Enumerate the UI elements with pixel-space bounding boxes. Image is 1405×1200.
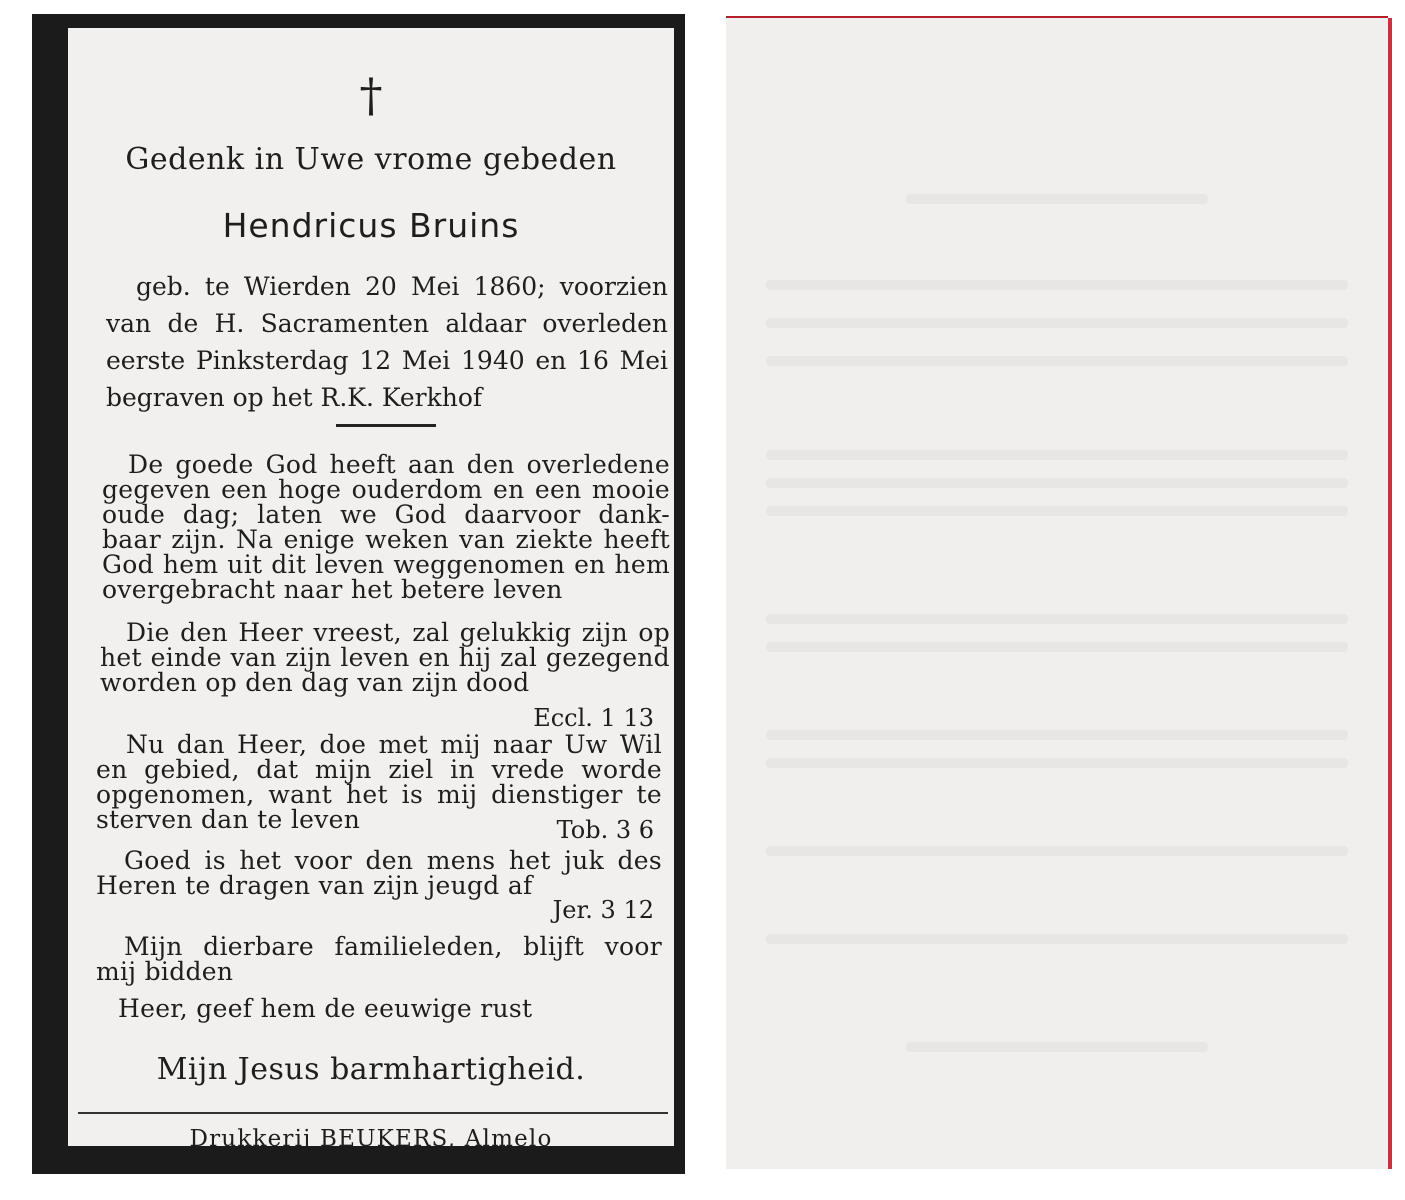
bleed-through-mark (766, 478, 1348, 488)
text-line: baar zijn. Na enige weken van ziekte heeft (102, 525, 670, 554)
text-line: gegeven een hoge ouderdom en een mooie (102, 475, 670, 504)
bleed-through-mark (766, 506, 1348, 516)
text-line: De goede God heeft aan den overledene (128, 450, 670, 479)
bleed-through-mark (766, 846, 1348, 856)
biography-line: begraven op het R.K. Kerkhof (106, 383, 483, 412)
bleed-through-mark (766, 758, 1348, 768)
text-line: overgebracht naar het betere leven (102, 575, 563, 604)
text-line: sterven dan te leven (96, 805, 361, 834)
memorial-card-front (32, 14, 685, 1174)
printer-credit: Drukkerij BEUKERS, Almelo (189, 1126, 553, 1152)
text-line: worden op den dag van zijn dood (100, 668, 530, 697)
bleed-through-mark (766, 934, 1348, 944)
bleed-through-mark (766, 730, 1348, 740)
prayer: Heer, geef hem de eeuwige rust (118, 994, 533, 1023)
text-line: Mijn dierbare familieleden, blijft voor (124, 932, 662, 961)
scripture-reference: Eccl. 1 13 (533, 704, 654, 732)
paragraph-1 (102, 452, 670, 602)
cross-icon: † (359, 68, 383, 122)
biography-line: geb. te Wierden 20 Mei 1860; voorzien (136, 272, 668, 301)
bleed-through-mark (766, 280, 1348, 290)
scripture-reference: Jer. 3 12 (552, 896, 654, 924)
text-line: oude dag; laten we God daarvoor dank- (102, 500, 670, 529)
text-line: opgenomen, want het is mij dienstiger te (96, 780, 662, 809)
red-edge (1388, 18, 1392, 1169)
bleed-through-mark (766, 356, 1348, 366)
text-line: Heren te dragen van zijn jeugd af (96, 871, 533, 900)
bleed-through-mark (766, 450, 1348, 460)
text-line: mij bidden (96, 957, 234, 986)
text-line: Goed is het voor den mens het juk des (124, 846, 662, 875)
text-line: God hem uit dit leven weggenomen en hem (102, 550, 670, 579)
paragraph-4 (96, 848, 662, 898)
closing-line: Mijn Jesus barmhartigheid. (156, 1052, 586, 1087)
biography-line: eerste Pinksterdag 12 Mei 1940 en 16 Mei (106, 346, 668, 375)
paragraph-2 (100, 620, 670, 695)
bleed-through-mark (766, 614, 1348, 624)
footer-divider (78, 1112, 668, 1114)
divider (336, 424, 436, 427)
bleed-through-mark (906, 194, 1208, 204)
salutation: Gedenk in Uwe vrome gebeden (125, 142, 617, 177)
memorial-card-back (726, 16, 1388, 1169)
bleed-through-mark (766, 318, 1348, 328)
biography (106, 268, 668, 416)
deceased-name: Hendricus Bruins (222, 206, 520, 245)
text-line: Die den Heer vreest, zal gelukkig zijn op (126, 618, 670, 647)
text-line: Nu dan Heer, doe met mij naar Uw Wil (126, 730, 662, 759)
bleed-through-mark (906, 1042, 1208, 1052)
text-line: en gebied, dat mijn ziel in vrede worde (96, 755, 662, 784)
card-text-area (68, 28, 674, 1152)
biography-line: van de H. Sacramenten aldaar overleden (106, 309, 668, 338)
scripture-reference: Tob. 3 6 (556, 816, 654, 844)
bleed-through-mark (766, 642, 1348, 652)
text-line: het einde van zijn leven en hij zal gezegend (100, 643, 670, 672)
paragraph-5 (96, 934, 662, 984)
